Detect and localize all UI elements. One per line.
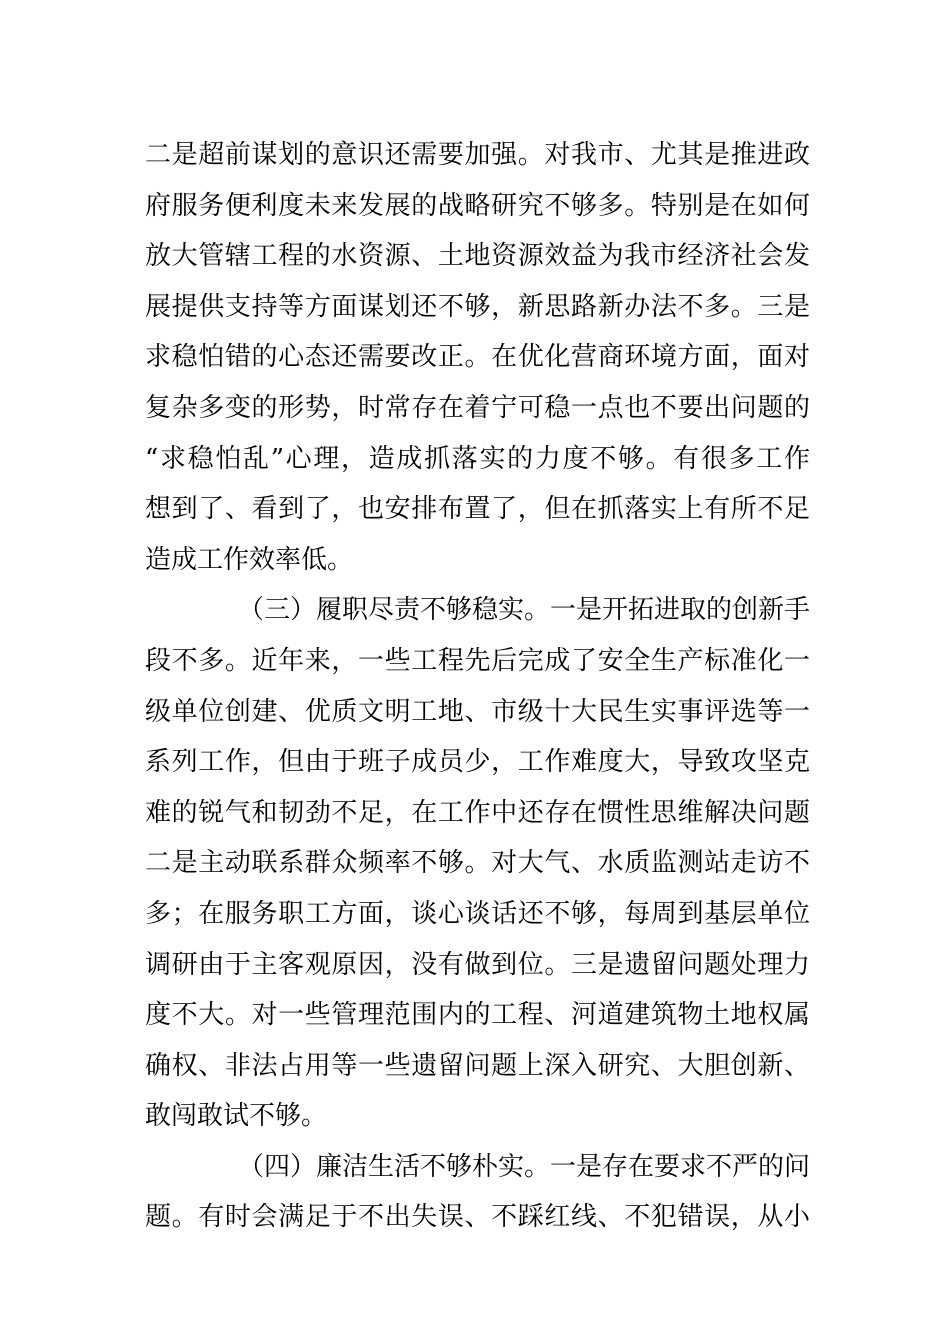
text-line: 难的锐气和韧劲不足，在工作中还存在惯性思维解决问题 (145, 797, 810, 828)
text-line: 想到了、看到了，也安排布置了，但在抓落实上有所不足 (145, 494, 810, 525)
text-line: 题。有时会满足于不出失误、不踩红线、不犯错误，从小 (145, 1202, 810, 1233)
text-line: 造成工作效率低。 (145, 544, 354, 575)
text-line: 调研由于主客观原因，没有做到位。三是遗留问题处理力 (145, 949, 810, 980)
section-heading-line: （三）履职尽责不够稳实。一是开拓进取的创新手 (238, 595, 810, 626)
text-line: 展提供支持等方面谋划还不够，新思路新办法不多。三是 (145, 291, 810, 322)
text-line: 度不大。对一些管理范围内的工程、河道建筑物土地权属 (145, 1000, 810, 1031)
text-line: 二是主动联系群众频率不够。对大气、水质监测站走访不 (145, 848, 810, 879)
section-heading-line: （四）廉洁生活不够朴实。一是存在要求不严的问 (238, 1151, 810, 1182)
text-line: 复杂多变的形势，时常存在着宁可稳一点也不要出问题的 (145, 392, 810, 423)
text-line: 级单位创建、优质文明工地、市级十大民生实事评选等一 (145, 696, 810, 727)
text-line: 府服务便利度未来发展的战略研究不够多。特别是在如何 (145, 190, 810, 221)
text-line: 确权、非法占用等一些遗留问题上深入研究、大胆创新、 (145, 1050, 810, 1081)
body-text (145, 130, 810, 1243)
text-line: 系列工作，但由于班子成员少，工作难度大，导致攻坚克 (145, 747, 810, 778)
text-line: 多；在服务职工方面，谈心谈话还不够，每周到基层单位 (145, 898, 810, 929)
text-line: 二是超前谋划的意识还需要加强。对我市、尤其是推进政 (145, 140, 810, 170)
text-line: 求稳怕错的心态还需要改正。在优化营商环境方面，面对 (145, 342, 810, 373)
text-line: 敢闯敢试不够。 (145, 1101, 328, 1132)
text-line: 段不多。近年来，一些工程先后完成了安全生产标准化一 (145, 645, 810, 676)
text-line: “求稳怕乱”心理，造成抓落实的力度不够。有很多工作 (145, 443, 810, 474)
text-line: 放大管辖工程的水资源、土地资源效益为我市经济社会发 (145, 241, 810, 272)
